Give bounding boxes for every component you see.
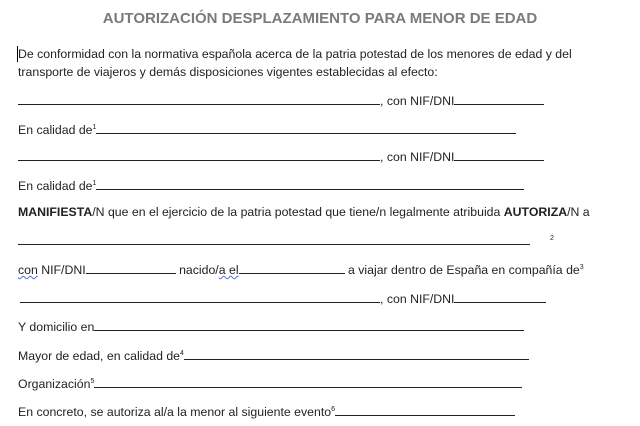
guardian-2-role-field[interactable] [96, 177, 524, 190]
footnote-ref: 5 [90, 378, 95, 385]
born-label-el: el [225, 263, 239, 277]
organization-row [18, 374, 522, 392]
minor-name-row [18, 230, 554, 249]
footnote-ref: 4 [180, 350, 184, 357]
guardian-2-row [18, 148, 544, 165]
organization-field[interactable] [94, 375, 522, 388]
document-title: AUTORIZACIÓN DESPLAZAMIENTO PARA MENOR DE EDAD [102, 10, 538, 27]
domicile-row [18, 318, 524, 335]
organization-label: Organización [18, 377, 91, 391]
nif-label: , con NIF/DNI [380, 94, 455, 108]
companion-name-field[interactable] [20, 290, 380, 303]
footnote-ref: 2 [550, 235, 554, 242]
event-label: En concreto, se autoriza al/a la menor al siguiente evento [18, 405, 332, 419]
manifiesta-bold: MANIFIESTA [18, 205, 93, 219]
born-label-a: a [218, 263, 226, 277]
guardian-1-row [18, 92, 544, 109]
minor-name-field[interactable] [18, 230, 530, 245]
companion-row [20, 290, 546, 307]
travel-text: a viajar dentro de España en compañía de [344, 263, 580, 277]
nif-label: NIF/DNI [37, 263, 86, 277]
guardian-1-nif-field[interactable] [454, 92, 544, 105]
adult-row [18, 346, 529, 364]
role-label: En calidad de [18, 123, 93, 137]
companion-nif-field[interactable] [454, 290, 546, 303]
minor-birthdate-field[interactable] [239, 261, 345, 274]
domicile-field[interactable] [94, 318, 524, 331]
event-row [18, 402, 515, 420]
domicile-label: Y domicilio en [18, 320, 95, 334]
born-label: nacido/ [175, 263, 219, 277]
intro-line-2: transporte de viajeros y demás disposiciones vigentes establecidas al efecto: [18, 65, 438, 79]
guardian-1-role-row [18, 120, 516, 138]
manifiesta-row [18, 204, 590, 220]
manifiesta-text: /N que en el ejercicio de la patria potestad que tiene/n legalmente atribuida [92, 205, 504, 219]
guardian-1-role-field[interactable] [96, 121, 516, 134]
autoriza-bold: AUTORIZA [503, 205, 568, 219]
footnote-ref: 1 [92, 124, 97, 131]
nif-label: , con NIF/DNI [380, 150, 455, 164]
guardian-1-name-field[interactable] [18, 92, 380, 105]
adult-label: Mayor de edad, en calidad de [18, 349, 181, 363]
guardian-2-nif-field[interactable] [454, 148, 544, 161]
minor-nif-field[interactable] [86, 261, 176, 274]
footnote-ref: 6 [331, 406, 335, 413]
adult-role-field[interactable] [184, 347, 529, 360]
guardian-2-name-field[interactable] [18, 148, 380, 161]
guardian-2-role-row [18, 176, 524, 194]
minor-details-row [18, 260, 584, 278]
footnote-ref: 1 [92, 180, 97, 187]
autoriza-text: /N a [567, 205, 590, 219]
footnote-ref: 3 [579, 264, 584, 271]
event-field[interactable] [335, 403, 515, 416]
role-label: En calidad de [18, 179, 93, 193]
nif-label: , con NIF/DNI [380, 292, 455, 306]
intro-line-1: De conformidad con la normativa española acerca de la patria potestad de los menores de edad y del [18, 47, 572, 61]
con-label: con [18, 263, 38, 277]
